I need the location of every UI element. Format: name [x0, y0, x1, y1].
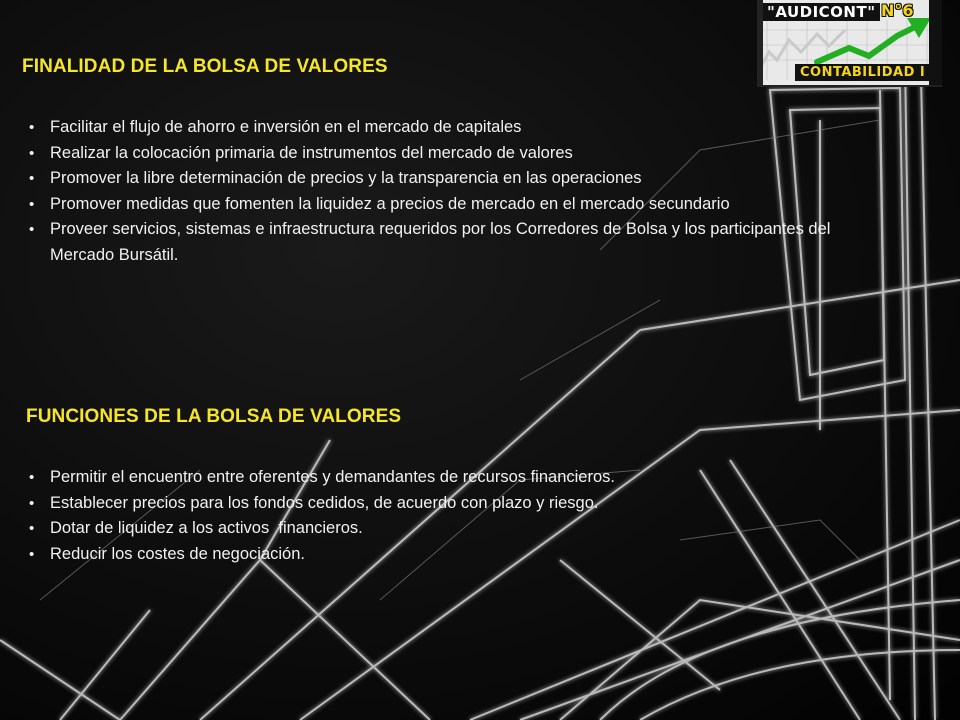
list-item-text: Proveer servicios, sistemas e infraestructura requeridos por los Corredores de Bolsa y los participantes del Mercado Bursátil.: [50, 220, 831, 264]
bullet-icon: •: [29, 469, 35, 486]
list-item: [20, 217, 850, 268]
list-item: [20, 141, 840, 167]
list-item: [20, 192, 790, 218]
section-title-funciones: FUNCIONES DE LA BOLSA DE VALORES: [26, 406, 402, 427]
list-item-text: Promover la libre determinación de precios y la transparencia en las operaciones: [50, 169, 642, 187]
list-item: [20, 166, 750, 192]
list-item-text: Dotar de liquidez a los activos financieros.: [50, 519, 363, 537]
bullet-icon: •: [29, 494, 35, 512]
section-title-finalidad: FINALIDAD DE LA BOLSA DE VALORES: [22, 56, 388, 77]
bullet-icon: •: [29, 144, 35, 162]
logo-title: "AUDICONT": [763, 3, 880, 21]
funciones-bullet-list: [20, 465, 840, 567]
bullet-icon: •: [29, 119, 35, 136]
logo-number: N°6: [881, 1, 914, 20]
list-item: [20, 516, 840, 542]
list-item: [20, 491, 840, 517]
list-item: [20, 542, 840, 568]
list-item: [20, 115, 840, 141]
bullet-icon: •: [29, 195, 35, 213]
list-item-text: Promover medidas que fomenten la liquidez a precios de mercado en el mercado secundario: [50, 194, 730, 213]
list-item-text: Permitir el encuentro entre oferentes y demandantes de recursos financieros.: [50, 468, 615, 486]
list-item-text: Establecer precios para los fondos cedidos, de acuerdo con plazo y riesgo.: [50, 493, 599, 512]
bullet-icon: •: [29, 520, 35, 537]
list-item: [20, 465, 840, 491]
bullet-icon: •: [29, 221, 35, 238]
logo-subtitle: CONTABILIDAD I: [795, 64, 930, 81]
bullet-icon: •: [29, 545, 35, 563]
list-item-text: Reducir los costes de negociación.: [50, 544, 305, 563]
finalidad-bullet-list: [20, 115, 840, 268]
list-item-text: Facilitar el flujo de ahorro e inversión en el mercado de capitales: [50, 118, 522, 136]
list-item-text: Realizar la colocación primaria de instrumentos del mercado de valores: [50, 143, 573, 162]
bullet-icon: •: [29, 170, 35, 187]
